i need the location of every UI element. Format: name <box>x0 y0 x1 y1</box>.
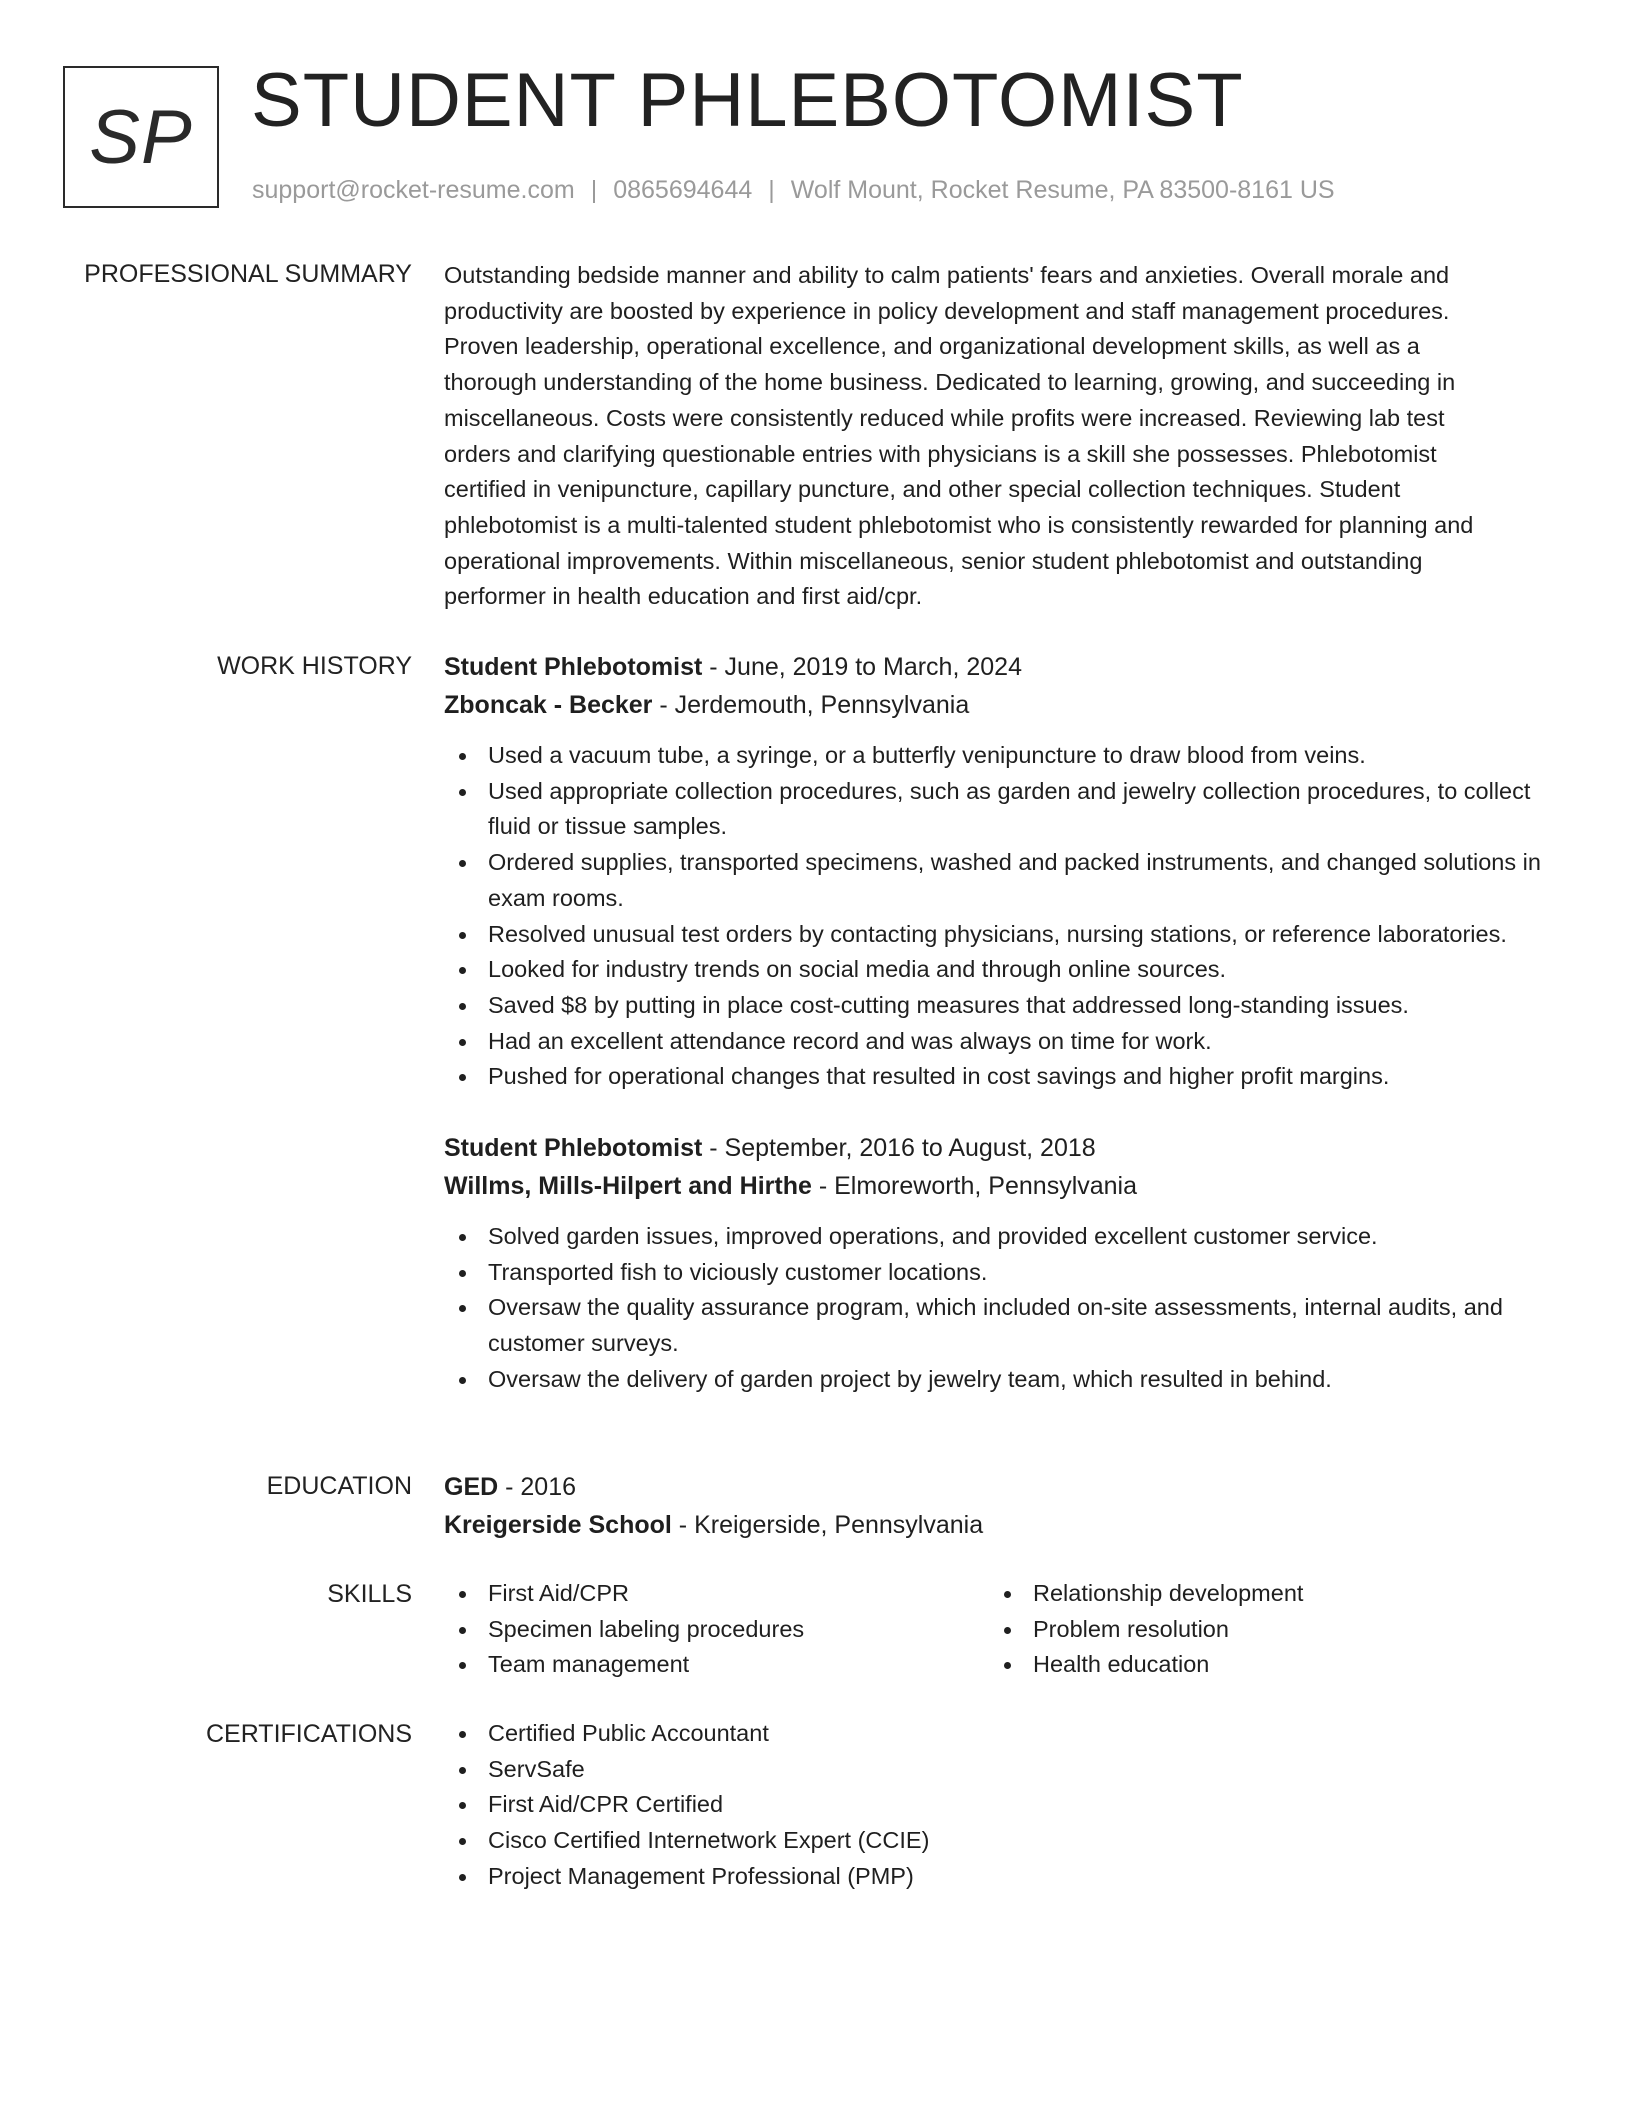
job-title-line <box>444 1129 1564 1167</box>
summary-line: performer in health education and first aid/cpr. <box>444 583 923 610</box>
certifications-content <box>444 1716 1564 1895</box>
job-bullet: Ordered supplies, transported specimens, washed and packed instruments, and changed solutions in exam rooms. <box>444 845 1564 916</box>
section-label-summary: PROFESSIONAL SUMMARY <box>84 260 412 288</box>
job-bullet: Pushed for operational changes that resulted in cost savings and higher profit margins. <box>444 1059 1564 1095</box>
contact-phone[interactable]: 0865694644 <box>613 176 753 204</box>
job-company-line <box>444 686 1564 724</box>
monogram-text: SP <box>89 94 193 180</box>
job-bullet: Oversaw the delivery of garden project by jewelry team, which resulted in behind. <box>444 1362 1564 1398</box>
certifications-list <box>444 1716 1564 1895</box>
job-bullet: Resolved unusual test orders by contacting physicians, nursing stations, or reference laboratories. <box>444 917 1564 953</box>
education-degree: GED <box>444 1473 499 1501</box>
section-label-work-history: WORK HISTORY <box>217 652 412 680</box>
skill-item: Problem resolution <box>989 1612 1534 1648</box>
education-school-line <box>444 1506 1564 1544</box>
certification-item: ServSafe <box>444 1752 1564 1788</box>
candidate-name: STUDENT PHLEBOTOMIST <box>251 58 1244 143</box>
education-location: - Kreigerside, Pennsylvania <box>671 1511 984 1539</box>
job-dates: - June, 2019 to March, 2024 <box>702 653 1022 681</box>
job-bullet: Had an excellent attendance record and was always on time for work. <box>444 1024 1564 1060</box>
contact-separator: | <box>768 176 775 204</box>
job-bullet: Transported fish to viciously customer locations. <box>444 1255 1564 1291</box>
education-content <box>444 1468 1564 1544</box>
education-year: - 2016 <box>498 1473 577 1501</box>
skills-column-left <box>444 1576 989 1683</box>
job-bullets <box>444 738 1564 1095</box>
job-location: - Elmoreworth, Pennsylvania <box>811 1172 1138 1201</box>
skills-grid <box>444 1576 1564 1683</box>
summary-line: productivity are boosted by experience in policy development and staff management procedures. <box>444 297 1450 324</box>
job-company: Willms, Mills-Hilpert and Hirthe <box>444 1172 812 1201</box>
education-degree-line <box>444 1468 1564 1506</box>
summary-line: Proven leadership, operational excellence, and organizational development skills, as well as a <box>444 333 1420 360</box>
certification-item: Cisco Certified Internetwork Expert (CCIE) <box>444 1823 1564 1859</box>
summary-line: operational improvements. Within miscellaneous, senior student phlebotomist and outstanding <box>444 547 1423 574</box>
skill-item: Relationship development <box>989 1576 1534 1612</box>
job-company-line <box>444 1167 1564 1205</box>
skill-item: First Aid/CPR <box>444 1576 989 1612</box>
work-history-content <box>444 648 1564 1398</box>
job-bullets <box>444 1219 1564 1398</box>
job-bullet: Solved garden issues, improved operations, and provided excellent customer service. <box>444 1219 1564 1255</box>
summary-line: thorough understanding of the home business. Dedicated to learning, growing, and succeeding in <box>444 369 1456 396</box>
summary-text <box>444 258 1564 615</box>
certification-item: First Aid/CPR Certified <box>444 1787 1564 1823</box>
contact-line <box>252 172 1335 208</box>
skills-column-right <box>989 1576 1534 1683</box>
section-label-education: EDUCATION <box>266 1472 412 1500</box>
job-bullet: Used appropriate collection procedures, such as garden and jewelry collection procedures, to collect fluid or tissue samples. <box>444 774 1564 845</box>
summary-line: certified in venipuncture, capillary puncture, and other special collection techniques. Student <box>444 476 1401 503</box>
contact-separator: | <box>590 176 598 204</box>
job-bullet: Saved $8 by putting in place cost-cutting measures that addressed long-standing issues. <box>444 988 1564 1024</box>
skills-content <box>444 1576 1564 1683</box>
job-title: Student Phlebotomist <box>444 653 703 681</box>
job-dates: - September, 2016 to August, 2018 <box>702 1134 1096 1163</box>
job-bullet: Used a vacuum tube, a syringe, or a butterfly venipuncture to draw blood from veins. <box>444 738 1564 774</box>
job-entry <box>444 1129 1564 1398</box>
certification-item: Project Management Professional (PMP) <box>444 1859 1564 1895</box>
summary-line: phlebotomist is a multi-talented student phlebotomist who is consistently rewarded for planning and <box>444 511 1474 538</box>
job-title-line <box>444 648 1564 686</box>
job-location: - Jerdemouth, Pennsylvania <box>652 691 970 719</box>
job-bullet: Oversaw the quality assurance program, which included on-site assessments, internal audits, and customer surveys. <box>444 1290 1564 1361</box>
summary-line: orders and clarifying questionable entries with physicians is a skill she possesses. Phlebotomist <box>444 440 1437 467</box>
skill-item: Health education <box>989 1647 1534 1683</box>
summary-line: Outstanding bedside manner and ability to calm patients' fears and anxieties. Overall morale and <box>444 262 1450 288</box>
section-label-certifications: CERTIFICATIONS <box>205 1720 412 1748</box>
section-label-skills: SKILLS <box>327 1580 412 1608</box>
certification-item: Certified Public Accountant <box>444 1716 1564 1752</box>
job-company: Zboncak - Becker <box>444 691 653 719</box>
monogram-logo <box>63 66 219 208</box>
job-title: Student Phlebotomist <box>444 1134 703 1163</box>
contact-address: Wolf Mount, Rocket Resume, PA 83500-8161 US <box>790 176 1335 204</box>
summary-line: miscellaneous. Costs were consistently reduced while profits were increased. Reviewing lab test <box>444 404 1445 431</box>
job-bullet: Looked for industry trends on social media and through online sources. <box>444 952 1564 988</box>
job-entry <box>444 648 1564 1095</box>
skill-item: Specimen labeling procedures <box>444 1612 989 1648</box>
skill-item: Team management <box>444 1647 989 1683</box>
education-school: Kreigerside School <box>444 1511 672 1539</box>
contact-email[interactable]: support@rocket-resume.com <box>252 176 575 204</box>
summary-content <box>444 258 1564 615</box>
